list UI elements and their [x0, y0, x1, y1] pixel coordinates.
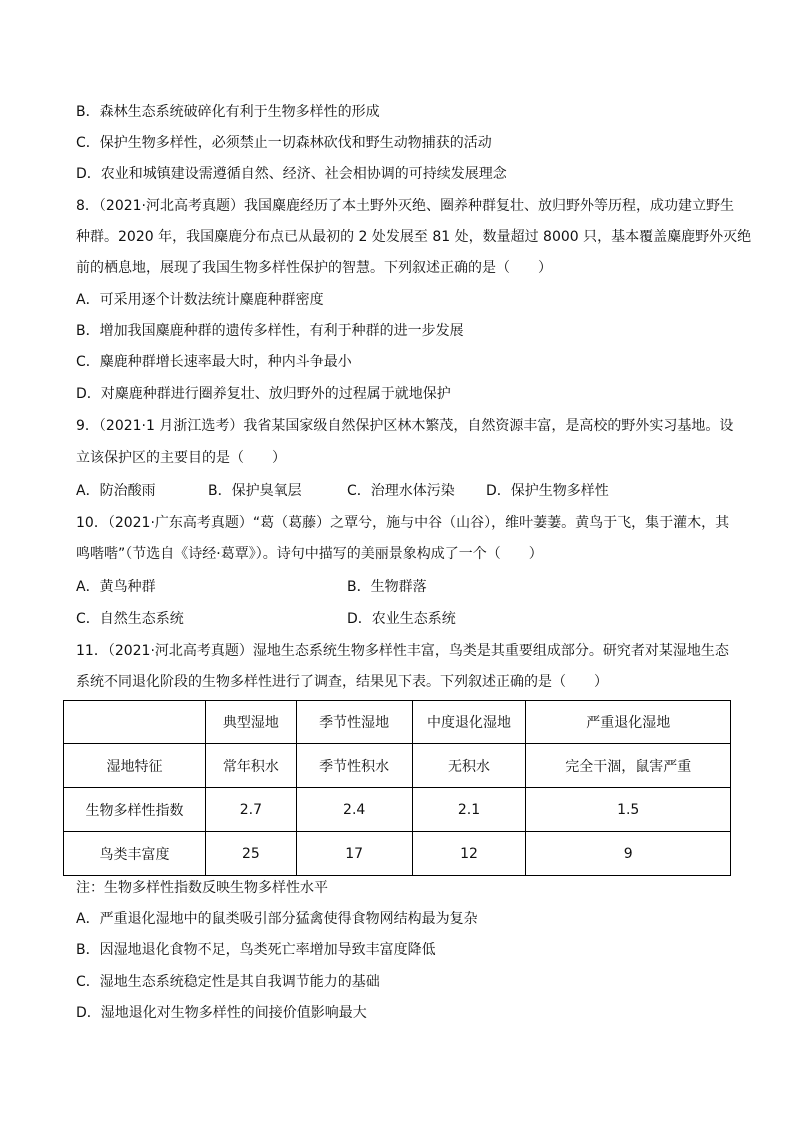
- q9-option-b: B．保护臭氧层: [208, 483, 302, 499]
- table-header-cell: 季节性湿地: [296, 701, 412, 744]
- table-header-cell: [64, 701, 206, 744]
- table-cell: 12: [412, 832, 526, 876]
- table-cell: 25: [206, 832, 297, 876]
- table-header-cell: 中度退化湿地: [412, 701, 526, 744]
- q8-option-b: B．增加我国麋鹿种群的遗传多样性，有利于种群的进一步发展: [76, 323, 464, 339]
- q8-option-a: A．可采用逐个计数法统计麋鹿种群密度: [76, 292, 324, 308]
- q9-stem-line-1: 9．（2021·1 月浙江选考）我省某国家级自然保护区林木繁茂，自然资源丰富，是高校的野外实习基地。设: [76, 418, 734, 434]
- q8-stem-line-3: 前的栖息地，展现了我国生物多样性保护的智慧。下列叙述正确的是（ ）: [76, 260, 552, 276]
- q10-stem-line-1: 10．（2021·广东高考真题）“葛（葛藤）之覃兮，施与中谷（山谷），维叶萋萋。黄鸟于飞，集于灌木，其: [76, 515, 730, 531]
- q9-stem-line-2: 立该保护区的主要目的是（ ）: [76, 450, 286, 466]
- table-cell: 季节性积水: [296, 744, 412, 788]
- q8-option-d: D．对麋鹿种群进行圈养复壮、放归野外的过程属于就地保护: [76, 386, 451, 402]
- q10-options-row-1: [76, 577, 716, 597]
- table-row-label: 生物多样性指数: [64, 788, 206, 832]
- q11-option-b: B．因湿地退化食物不足，鸟类死亡率增加导致丰富度降低: [76, 942, 436, 958]
- table-cell: 9: [526, 832, 731, 876]
- q11-table-note: 注：生物多样性指数反映生物多样性水平: [76, 880, 328, 896]
- table-row-label: 湿地特征: [64, 744, 206, 788]
- table-row: [64, 744, 731, 788]
- q9-option-a: A．防治酸雨: [76, 483, 156, 499]
- q11-option-c: C．湿地生态系统稳定性是其自我调节能力的基础: [76, 974, 380, 990]
- q10-option-c: C．自然生态系统: [76, 611, 184, 627]
- table-header-cell: 严重退化湿地: [526, 701, 731, 744]
- table-row-label: 鸟类丰富度: [64, 832, 206, 876]
- q10-option-a: A．黄鸟种群: [76, 579, 156, 595]
- table-cell: 17: [296, 832, 412, 876]
- table-header-row: [64, 701, 731, 744]
- q8-stem-line-1: 8．（2021·河北高考真题）我国麋鹿经历了本土野外灭绝、圈养种群复壮、放归野外等历程，成功建立野生: [76, 198, 734, 214]
- q11-stem-line-2: 系统不同退化阶段的生物多样性进行了调查，结果见下表。下列叙述正确的是（ ）: [76, 674, 608, 690]
- table-cell: 无积水: [412, 744, 526, 788]
- q7-option-c: C．保护生物多样性，必须禁止一切森林砍伐和野生动物捕获的活动: [76, 135, 492, 151]
- table-cell: 2.4: [296, 788, 412, 832]
- table-row: [64, 832, 731, 876]
- q7-option-b: B．森林生态系统破碎化有利于生物多样性的形成: [76, 104, 380, 120]
- q10-options-row-2: [76, 609, 716, 629]
- q10-option-d: D．农业生态系统: [347, 611, 456, 627]
- table-cell: 2.7: [206, 788, 297, 832]
- q9-option-d: D．保护生物多样性: [486, 483, 609, 499]
- wetland-table: [63, 700, 731, 876]
- q10-option-b: B．生物群落: [347, 579, 427, 595]
- q11-option-d: D．湿地退化对生物多样性的间接价值影响最大: [76, 1005, 367, 1021]
- table-cell: 1.5: [526, 788, 731, 832]
- table-row: [64, 788, 731, 832]
- q8-option-c: C．麋鹿种群增长速率最大时，种内斗争最小: [76, 354, 352, 370]
- q11-stem-line-1: 11．（2021·河北高考真题）湿地生态系统生物多样性丰富，鸟类是其重要组成部分。研究者对某湿地生态: [76, 643, 729, 659]
- table-header-cell: 典型湿地: [206, 701, 297, 744]
- q11-option-a: A．严重退化湿地中的鼠类吸引部分猛禽使得食物网结构最为复杂: [76, 911, 478, 927]
- table-cell: 2.1: [412, 788, 526, 832]
- q10-stem-line-2: 鸣喈喈”（节选自《诗经·葛覃》）。诗句中描写的美丽景象构成了一个（ ）: [76, 546, 543, 562]
- q7-option-d: D．农业和城镇建设需遵循自然、经济、社会相协调的可持续发展理念: [76, 166, 507, 182]
- q9-option-c: C．治理水体污染: [347, 483, 455, 499]
- table-cell: 完全干涸，鼠害严重: [526, 744, 731, 788]
- q8-stem-line-2: 种群。2020 年，我国麋鹿分布点已从最初的 2 处发展至 81 处，数量超过 8000 只，基本覆盖麋鹿野外灭绝: [76, 229, 752, 245]
- q9-options: [76, 481, 716, 501]
- table-cell: 常年积水: [206, 744, 297, 788]
